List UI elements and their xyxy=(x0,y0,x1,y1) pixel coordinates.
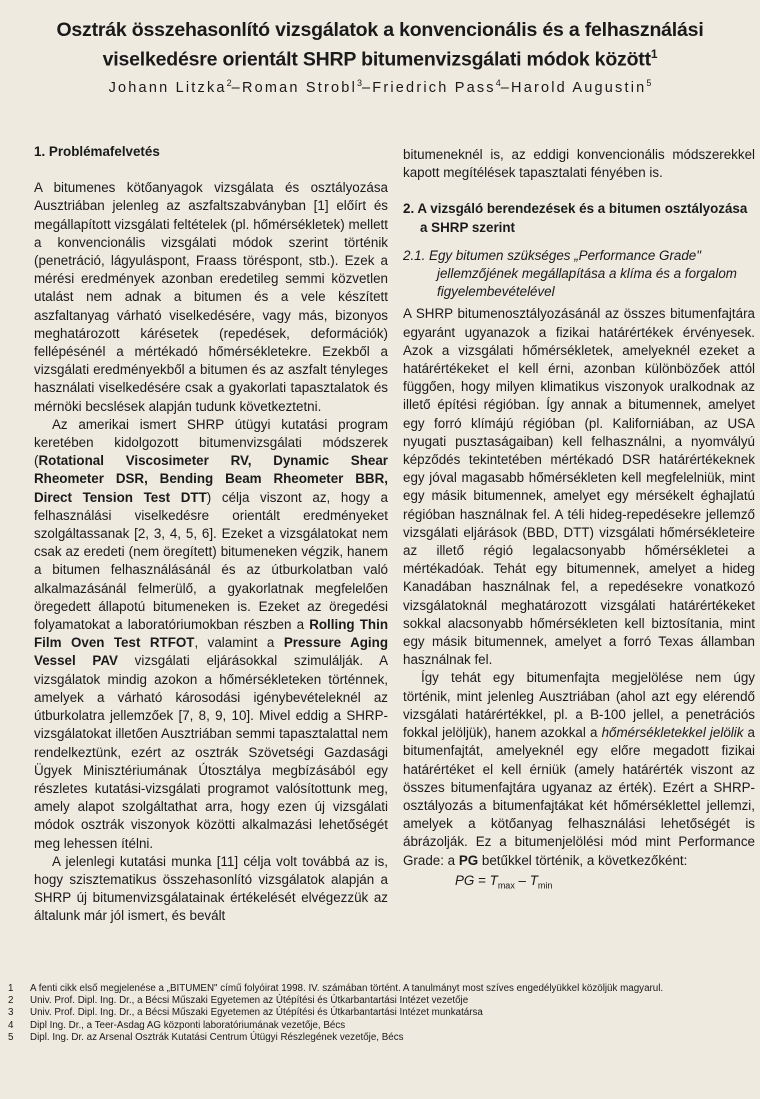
section-1-paragraph-1: A bitumenes kötőanyagok vizsgálata és osztályozása Ausztriában jelenleg az aszfaltszabványban [1] előírt és megállapított vizsgálati feltételek (pl. hőmérsékletek) mellett a konvencionális vizsgálati módok szerint történik (penetráció, lágyuláspont, Fraass töréspont, stb.). Ezek a mérési eredmények azonban eredetileg semmi közvetlen utalást nem adnak a bitumen és a vele készített aszfaltanyag várható viselkedésére, vagy más, bizonyos meghatározott kárésetek (repedések, deformációk) fellépésénél a mértékadó hőmérsékletekre. Ezekből a vizsgálati eredményekből a bitumen és az aszfalt tényleges használati viselkedésére csak a gyakorlati tapasztalatok és mérnöki becslések alapján tudunk következtetni. xyxy=(34,180,388,414)
section-1-paragraph-2: Az amerikai ismert SHRP útügyi kutatási program keretében kidolgozott bitumenvizsgálati módszerek (Rotational Viscosimeter RV, Dynamic Shear Rheometer DSR, Bending Beam Rheometer BBR, Direct Tension Test DTT) célja viszont az, hogy a felhasználási viselkedésre orientált eredményeket szolgáltassanak [2, 3, 4, 5, 6]. Ezeket a vizsgálatokat nem csak az eredeti (nem öregített) bitumeneken végzik, hanem a bitumen felhasználásánál és az útburkolatban való alkalmazásánál felmerülő, a gyakorlatnak megfelelően öregedett állapotú bitumeneken is. Ezeket az öregedési folyamatokat a laboratóriumokban részben a Rolling Thin Film Oven Test RTFOT, valamint a Pressure Aging Vessel PAV vizsgálati eljárásokkal szimulálják. A vizsgálatok mindig azokon a hőmérsékleteken történnek, amelyek a várható károsodási igénybevételeknél az útburkolatra jellemzőek [7, 8, 9, 10]. Mivel eddig a SHRP-vizsgálatokat illetően Ausztriában semmi tapasztalattal nem rendelkeztünk, ezért az osztrák Szövetségi Gazdasági Ügyek Minisztériumának Útosztálya megbízásából egy részletes kutatási-vizsgálati programot valósítottunk meg, amely alapot szolgáltathat arra, hogy ezen új vizsgálati módok osztrák viszonyok közötti alkalmazási lehetőségét meg lehessen ítélni. xyxy=(34,416,388,851)
footnote: 4 Dipl Ing. Dr., a Teer-Asdag AG központi laboratóriumának vezetője, Bécs xyxy=(8,1019,346,1031)
section-1-paragraph-3: A jelenlegi kutatási munka [11] célja volt továbbá az is, hogy szisztematikus összehasonlító vizsgálatok alapján a SHRP új bitumenvizsgálatainak értékelését elvégezzük az általunk már jól ismert, és bevált xyxy=(34,853,388,924)
author-name: Harold Augustin xyxy=(511,79,647,96)
section-2-heading: 2. A vizsgáló berendezések és a bitumen osztályozása a SHRP szerint xyxy=(403,201,748,235)
title-line-1: Osztrák összehasonlító vizsgálatok a konvencionális és a felhasználási xyxy=(56,19,704,41)
rtfot-bold: Rolling Thin Film Oven Test RTFOT xyxy=(34,617,388,651)
footnotes xyxy=(8,983,752,1044)
section-2-paragraph-1: A SHRP bitumenosztályozásánál az összes bitumenfajtára egyaránt ugyanazok a fizikai határértékek érvényesek. Azok a vizsgálati hőmérsékletek, amelyeknél ezeket a határértékeket el kell érni, azonban különbözőek attól függően, hogy milyen klimatikus viszonyok uralkodnak az illető építési régióban. Így annak a bitumennek, amelyet egy forró klímájú régióban (pl. Kaliforniában, az USA nyugati pusztaságaiban) kell felhasználni, a nyomvályú képződés tekintetében mértékadó DSR határértékeknek egy jóval magasabb hőmérsékleten kell megfelelniük, mint egy másik bitumennek, amelyet egy mérsékelt éghajlatú régióban használnak fel. A téli hideg-repedésekre jellemző vizsgálati eljárások (BBD, DTT) vizsgálati hőmérsékleteire az illető régió legalacsonyabb hőmérsékletei a mértékadóak. Tehát egy bitumennek, amelyet a hideg Kanadában használnak fel, a repedésekre vonatkozó vizsgálatoknál meghatározott vizsgálati határértékeket sokkal alacsonyabb hőmérsékleten kell biztosítania, mint egy másik bitumennek, amelyet a forró Texas államban használnak fel. xyxy=(403,306,755,668)
article-title xyxy=(0,18,760,72)
subsection-2-1-heading: 2.1. Egy bitumen szükséges „Performance Grade" jellemzőjének megállapítása a klíma és a forgalom figyelembevételével xyxy=(403,247,737,300)
left-column xyxy=(34,143,388,926)
title-footnote-mark: 1 xyxy=(650,47,658,61)
footnote: 5 Dipl. Ing. Dr. az Arsenal Osztrák Kutatási Centrum Útügyi Részlegének vezetője, Bécs xyxy=(8,1031,404,1043)
right-column xyxy=(403,146,755,895)
author-name: Friedrich Pass xyxy=(372,79,496,96)
title-line-2: viselkedésre orientált SHRP bitumenvizsgálati módok között$^1$ xyxy=(102,47,658,71)
section-2-paragraph-2: Így tehát egy bitumenfajta megjelölése nem úgy történik, mint jelenleg Ausztriában (ahol azt egy elérendő vizsgálati határértékkel, pl. a B-100 jellel, a penetrációs fokkal jelöljük), hanem azokkal a hőmérsékletekkel jelölik a bitumenfajtát, amelyeknél egy előre megadott fizikai határértéket el kell érniük (amely határérték viszont az összes bitumenfajtára ugyanaz az érték). Ezért a SHRP-osztályozás a bitumenfajtákat két hőmérséklettel jellemzi, amelyek a kötőanyag felhasználási lehetőségét is ábrázolják. Ez a bitumenjelölési mód mint Performance Grade: a PG betűkkel történik, a következőként: xyxy=(403,670,756,868)
author-mark: 5 xyxy=(646,78,652,88)
section-1-heading: 1. Problémafelvetés xyxy=(34,144,160,159)
author-mark: 3 xyxy=(357,78,363,88)
temperature-emphasis: hőmérsékletekkel jelölik xyxy=(601,725,744,741)
author-separator: – xyxy=(362,79,373,96)
pav-bold: Pressure Aging Vessel PAV xyxy=(34,635,388,669)
pg-bold: PG xyxy=(458,852,479,868)
author-separator: – xyxy=(231,79,242,96)
author-line xyxy=(0,78,760,96)
author-separator: – xyxy=(500,79,512,96)
footnote: 3 Univ. Prof. Dipl. Ing. Dr., a Bécsi Műszaki Egyetemen az Útépítési és Útkarbantartási Intézet munkatársa xyxy=(8,1007,483,1019)
author-name: Johann Litzka xyxy=(108,79,227,96)
author-mark: 4 xyxy=(495,78,501,88)
shrp-methods-bold: Rotational Viscosimeter RV, Dynamic Shear Rheometer DSR, Bending Beam Rheometer BBR, Direct Tension Test DTT xyxy=(34,453,388,505)
footnote: 1 A fenti cikk első megjelenése a „BITUMEN" című folyóirat 1998. IV. számában történt. A tanulmányt most szíves engedélyükkel közöljük magyarul. xyxy=(8,983,664,994)
author-name: Roman Strobl xyxy=(241,79,357,96)
pg-formula: PG = $T_{max} - T_{min}$ xyxy=(455,872,553,891)
section-1-paragraph-3-continued: bitumeneknél is, az eddigi konvencionális módszerekkel kapott megítélések tapasztalati fényében is. xyxy=(403,147,755,181)
footnote: 2 Univ. Prof. Dipl. Ing. Dr., a Bécsi Műszaki Egyetemen az Útépítési és Útkarbantartási Intézet vezetője xyxy=(8,995,469,1007)
author-mark: 2 xyxy=(226,78,232,88)
